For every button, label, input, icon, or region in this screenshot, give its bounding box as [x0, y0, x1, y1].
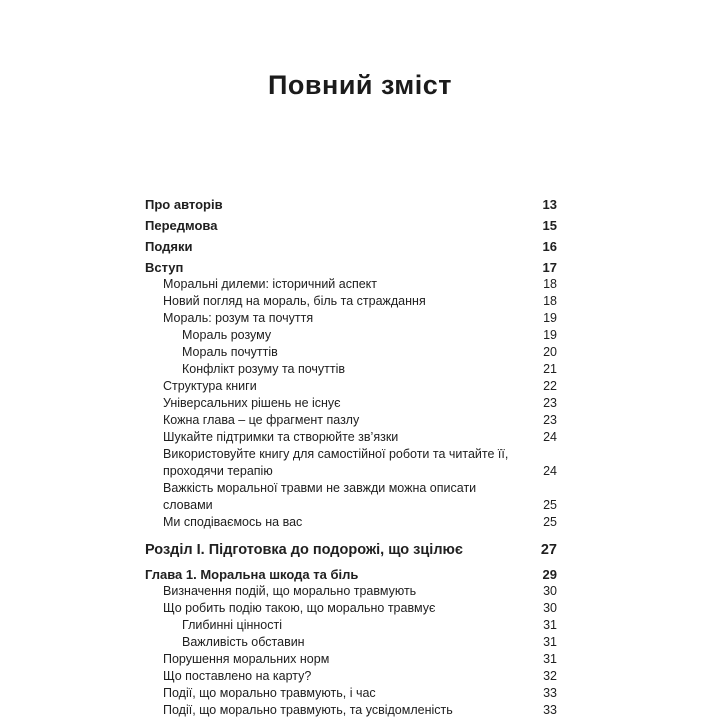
- toc-entry-page-number: 22: [543, 379, 557, 393]
- toc-entry-page-number: 20: [543, 345, 557, 359]
- toc-entry-page-number: 30: [543, 584, 557, 598]
- toc-entry-page-number: 33: [543, 703, 557, 717]
- page-title: Повний зміст: [268, 70, 452, 100]
- toc-entry: [145, 327, 557, 344]
- toc-entry: [145, 344, 557, 361]
- toc-entry-label: Мораль: розум та почуття: [163, 311, 314, 325]
- toc-entry: [145, 634, 557, 651]
- toc-entry-label: Про авторів: [145, 197, 223, 212]
- toc-entry-label: Мораль почуттів: [182, 345, 278, 359]
- toc-entry: [145, 259, 557, 276]
- toc-entry-page-number: 23: [543, 396, 557, 410]
- toc-entry-label: Глава 1. Моральна шкода та біль: [145, 567, 359, 582]
- toc-entry: [145, 429, 557, 446]
- toc-entry-page-number: 25: [543, 515, 557, 529]
- toc-entry-label: Використовуйте книгу для самостійної роботи та читайте її, проходячи терапію: [163, 447, 509, 478]
- toc-entry-label: Важливість обставин: [182, 635, 305, 649]
- toc-entry-page-number: 19: [543, 328, 557, 342]
- toc-entry-label: Універсальних рішень не існує: [163, 396, 341, 410]
- toc-list: [145, 192, 557, 719]
- toc-entry-page-number: 21: [543, 362, 557, 376]
- toc-entry: [145, 617, 557, 634]
- toc-entry: [145, 196, 557, 213]
- toc-entry-label: Новий погляд на мораль, біль та страждання: [163, 294, 426, 308]
- toc-entry: [145, 514, 557, 531]
- toc-entry-label: Події, що морально травмують, і час: [163, 686, 376, 700]
- toc-entry-page-number: 24: [543, 464, 557, 478]
- toc-entry-label: Визначення подій, що морально травмують: [163, 584, 417, 598]
- toc-entry-label: Ми сподіваємось на вас: [163, 515, 303, 529]
- toc-entry-page-number: 13: [542, 197, 557, 212]
- toc-entry-label: Моральні дилеми: історичний аспект: [163, 277, 378, 291]
- toc-entry-page-number: 29: [542, 567, 557, 582]
- toc-entry: [145, 361, 557, 378]
- toc-entry-label: Глибинні цінності: [182, 618, 282, 632]
- toc-entry-label: Шукайте підтримки та створюйте зв’язки: [163, 430, 399, 444]
- toc-entry: [145, 600, 557, 617]
- toc-entry: [145, 310, 557, 327]
- toc-entry-label: Вступ: [145, 260, 184, 275]
- toc-entry-label: Що робить подію такою, що морально травмує: [163, 601, 436, 615]
- toc-entry-page-number: 17: [542, 260, 557, 275]
- toc-entry-page-number: 32: [543, 669, 557, 683]
- toc-entry: [145, 238, 557, 255]
- toc-entry: [145, 395, 557, 412]
- toc-entry: [145, 566, 557, 583]
- toc-entry: [145, 685, 557, 702]
- toc-entry-page-number: 33: [543, 686, 557, 700]
- toc-entry-label: Порушення моральних норм: [163, 652, 330, 666]
- toc-entry-page-number: 16: [542, 239, 557, 254]
- toc-entry: [145, 583, 557, 600]
- toc-entry-label: Що поставлено на карту?: [163, 669, 312, 683]
- toc-entry-page-number: 30: [543, 601, 557, 615]
- toc-entry: [145, 702, 557, 719]
- toc-entry-label: Розділ I. Підготовка до подорожі, що зцілює: [145, 542, 463, 558]
- toc-entry-label: Мораль розуму: [182, 328, 272, 342]
- toc-entry-page-number: 31: [543, 618, 557, 632]
- toc-entry-page-number: 27: [540, 542, 557, 558]
- toc-entry-page-number: 24: [543, 430, 557, 444]
- toc-entry: [145, 668, 557, 685]
- toc-entry-page-number: 31: [543, 652, 557, 666]
- toc-entry-page-number: 31: [543, 635, 557, 649]
- toc-entry: [145, 651, 557, 668]
- toc-entry-label: Кожна глава – це фрагмент пазлу: [163, 413, 360, 427]
- toc-entry-page-number: 18: [543, 294, 557, 308]
- toc-entry: [145, 378, 557, 395]
- toc-entry: [145, 276, 557, 293]
- toc-entry: [145, 293, 557, 310]
- toc-entry-page-number: 18: [543, 277, 557, 291]
- toc-entry-label: Важкість моральної травми не завжди можна описати словами: [163, 481, 477, 512]
- toc-entry: [145, 541, 557, 559]
- toc-entry-page-number: 15: [542, 218, 557, 233]
- toc-entry: [145, 412, 557, 429]
- toc-entry-page-number: 19: [543, 311, 557, 325]
- toc-entry: [145, 217, 557, 234]
- toc-entry: [145, 446, 557, 480]
- toc-entry-page-number: 23: [543, 413, 557, 427]
- toc-entry-page-number: 25: [543, 498, 557, 512]
- toc-entry-label: Передмова: [145, 218, 218, 233]
- toc-entry: [145, 480, 557, 514]
- toc-entry-label: Конфлікт розуму та почуттів: [182, 362, 346, 376]
- toc-entry-label: Події, що морально травмують, та усвідомленість: [163, 703, 453, 717]
- toc-entry-label: Структура книги: [163, 379, 257, 393]
- toc-entry-label: Подяки: [145, 239, 193, 254]
